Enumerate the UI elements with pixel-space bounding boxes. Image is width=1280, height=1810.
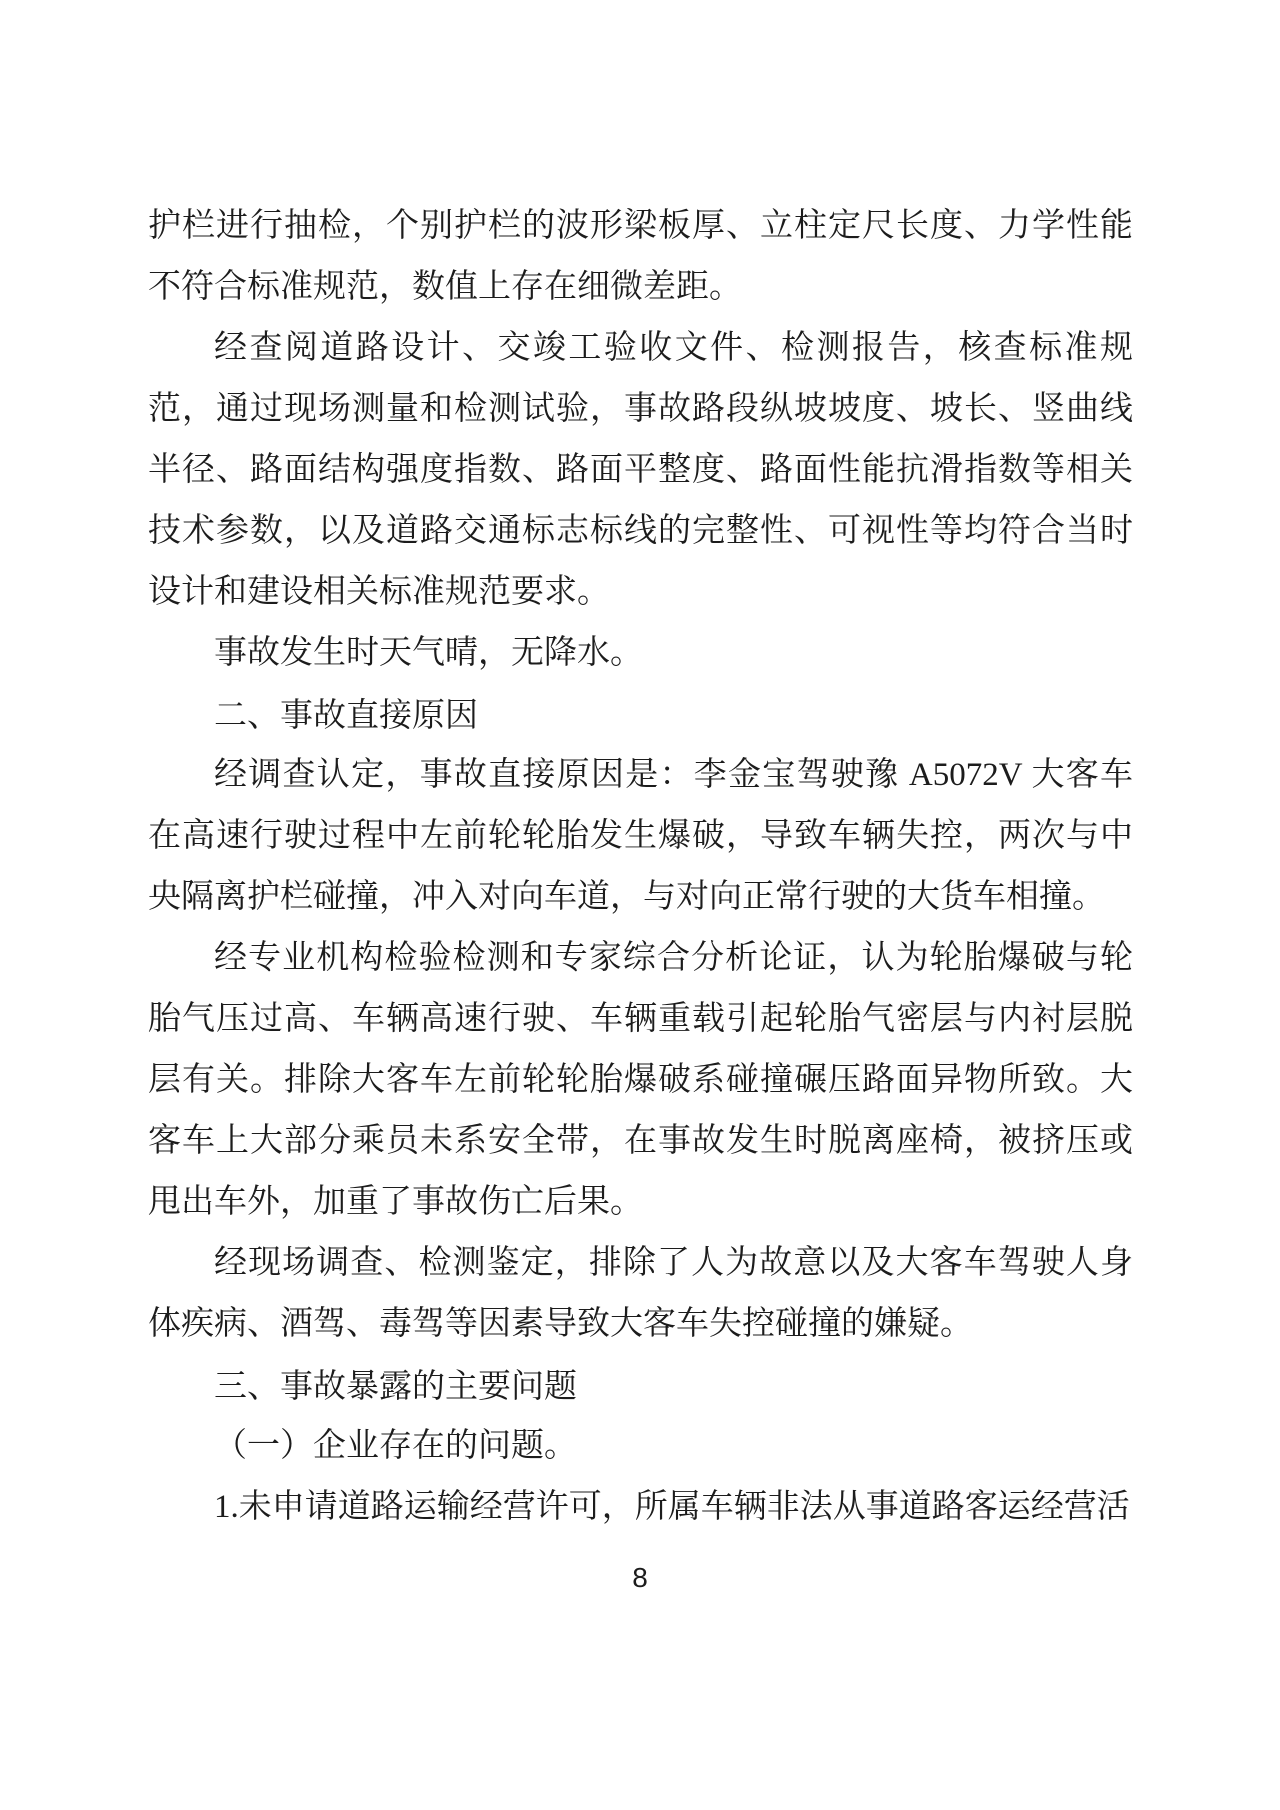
heading-section-3-exposed-problems: 三、事故暴露的主要问题 <box>214 1367 577 1404</box>
heading-section-2-direct-cause: 二、事故直接原因 <box>214 696 478 733</box>
paragraph-road-design-review: 经查阅道路设计、交竣工验收文件、检测报告，核查标准规范，通过现场测量和检测试验，事故路段纵坡坡度、坡长、竖曲线半径、路面结构强度指数、路面平整度、路面性能抗滑指数等相关技术参数，以及道路交通标志标线的完整性、可视性等均符合当时设计和建设相关标准规范要求。 <box>148 330 1133 610</box>
paragraph-guardrail-sampling-continuation: 护栏进行抽检，个别护栏的波形梁板厚、立柱定尺长度、力学性能不符合标准规范，数值上存在细微差距。 <box>148 208 1133 305</box>
page-number: 8 <box>632 1562 648 1593</box>
paragraph-weather: 事故发生时天气晴，无降水。 <box>214 635 643 671</box>
paragraph-item-1-no-transport-license: 1.未申请道路运输经营许可，所属车辆非法从事道路客运经营活 <box>214 1489 1130 1525</box>
document-body <box>148 196 1133 1538</box>
paragraph-exclusion-of-factors: 经现场调查、检测鉴定，排除了人为故意以及大客车驾驶人身体疾病、酒驾、毒驾等因素导致大客车失控碰撞的嫌疑。 <box>148 1245 1133 1342</box>
subheading-enterprise-problems: （一）企业存在的问题。 <box>214 1428 577 1464</box>
paragraph-direct-cause-finding: 经调查认定，事故直接原因是：李金宝驾驶豫 A5072V 大客车在高速行驶过程中左前轮轮胎发生爆破，导致车辆失控，两次与中央隔离护栏碰撞，冲入对向车道，与对向正常行驶的大货车相撞。 <box>148 757 1133 915</box>
paragraph-tire-analysis: 经专业机构检验检测和专家综合分析论证，认为轮胎爆破与轮胎气压过高、车辆高速行驶、车辆重载引起轮胎气密层与内衬层脱层有关。排除大客车左前轮轮胎爆破系碰撞碾压路面异物所致。大客车上大部分乘员未系安全带，在事故发生时脱离座椅，被挤压或甩出车外，加重了事故伤亡后果。 <box>148 940 1133 1220</box>
